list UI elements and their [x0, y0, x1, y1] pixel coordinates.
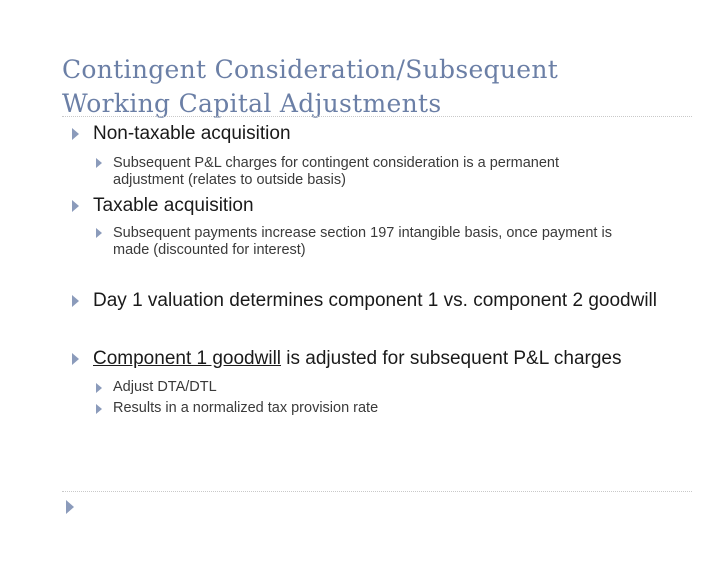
sub-bullet-arrow-icon [96, 158, 102, 168]
sub-bullet-nontaxable-line-1: Subsequent P&L charges for contingent consideration is a permanent [113, 155, 560, 171]
sub-bullet-arrow-icon [96, 383, 102, 393]
slide-title-line-1: Contingent Consideration/Subsequent [62, 55, 559, 84]
bullet-arrow-icon [72, 128, 79, 140]
title-divider [62, 116, 692, 117]
sub-bullet-nontaxable-line-2: adjustment (relates to outside basis) [113, 172, 346, 188]
bullet-component1-goodwill [93, 347, 621, 371]
bullet-taxable: Taxable acquisition [93, 195, 254, 216]
bullet-arrow-icon [72, 353, 79, 365]
sub-bullet-arrow-icon [96, 404, 102, 414]
sub-bullet-adjust-dta-dtl: Adjust DTA/DTL [113, 379, 217, 395]
footer-arrow-icon [66, 500, 74, 514]
sub-bullet-taxable-line-2: made (discounted for interest) [113, 242, 306, 258]
bullet-arrow-icon [72, 295, 79, 307]
sub-bullet-normalized-rate: Results in a normalized tax provision rate [113, 400, 379, 416]
footer-divider [62, 491, 692, 492]
bullet-arrow-icon [72, 200, 79, 212]
slide-title-line-2: Working Capital Adjustments [62, 89, 442, 118]
component1-goodwill-rest: is adjusted for subsequent P&L charges [281, 348, 622, 369]
bullet-nontaxable: Non-taxable acquisition [93, 123, 291, 144]
slide-title [62, 53, 558, 121]
bullet-day1-valuation: Day 1 valuation determines component 1 vs. component 2 goodwill [93, 290, 657, 311]
component1-goodwill-term: Component 1 goodwill [93, 348, 282, 369]
sub-bullet-taxable-line-1: Subsequent payments increase section 197 intangible basis, once payment is [113, 225, 612, 241]
sub-bullet-arrow-icon [96, 228, 102, 238]
